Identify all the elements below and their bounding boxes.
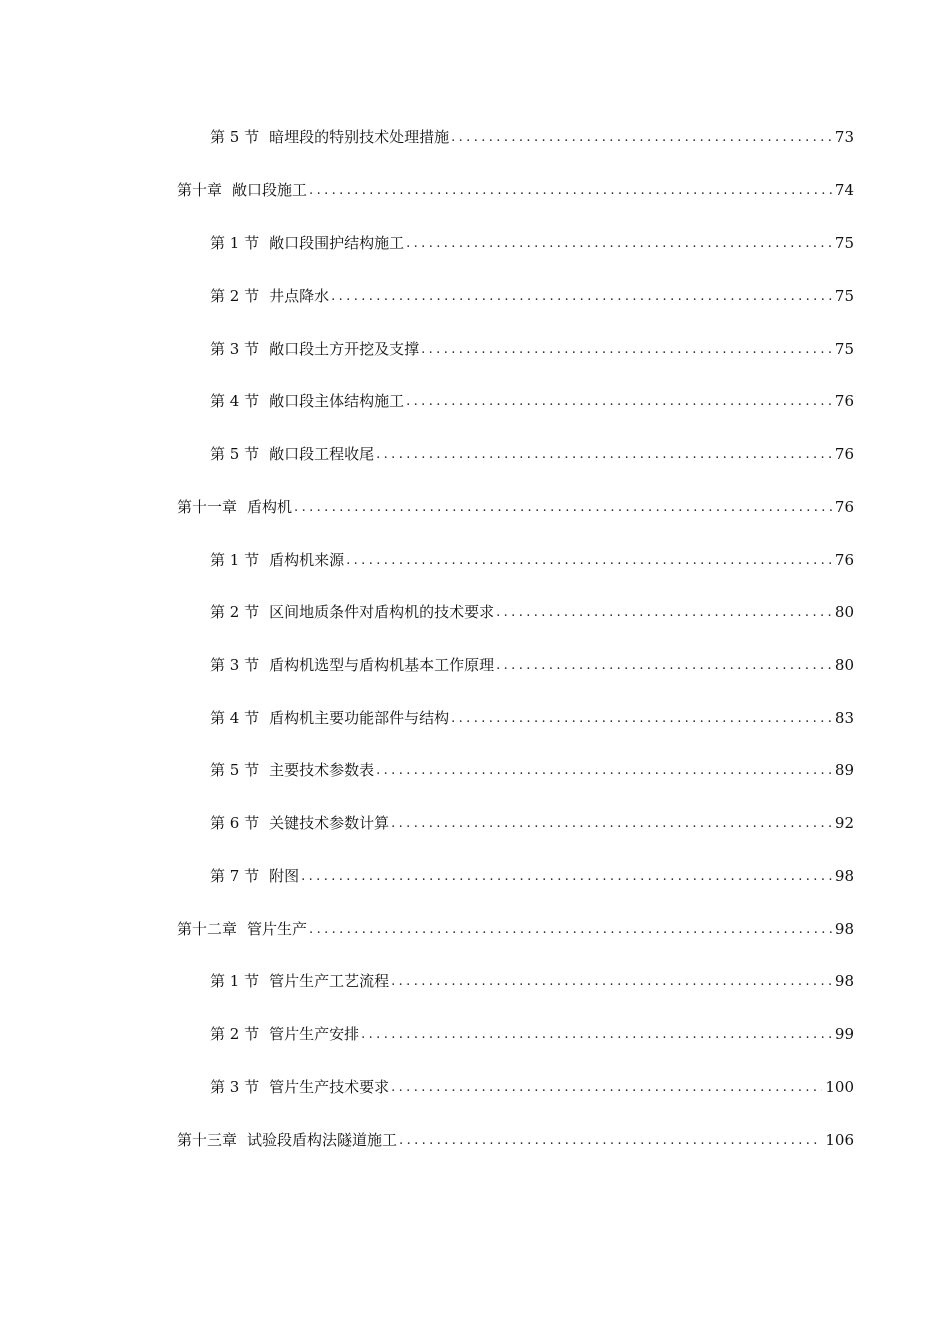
toc-entry-title: 试验段盾构法隧道施工 [247,1131,398,1149]
toc-entry-label [210,390,404,412]
toc-entry-label [210,865,299,887]
toc-entry[interactable] [210,285,854,307]
toc-entry-title: 敞口段围护结构施工 [269,234,405,252]
toc-entry-label [210,126,449,148]
toc-entry-label [177,918,307,940]
toc-entry-label [210,759,374,781]
toc-entry-title: 敞口段主体结构施工 [269,392,405,410]
toc-entry-number: 第 2 节 [210,1025,260,1043]
toc-entry[interactable] [210,970,854,992]
toc-entry-page: 75 [834,287,854,305]
toc-entry[interactable] [210,707,854,729]
toc-entry[interactable] [210,601,854,623]
dot-leader [294,498,832,518]
dot-leader [406,234,832,254]
toc-entry-page: 92 [834,814,854,832]
dot-leader [451,128,832,148]
toc-entry-title: 敞口段施工 [232,181,308,199]
toc-entry-title: 盾构机 [247,498,293,516]
toc-entry-title: 管片生产工艺流程 [269,972,390,990]
dot-leader [496,656,832,676]
toc-entry-title: 盾构机主要功能部件与结构 [269,709,450,727]
toc-entry-title: 暗埋段的特别技术处理措施 [269,128,450,146]
toc-entry[interactable] [210,126,854,148]
toc-entry-page: 98 [834,972,854,990]
toc-entry-number: 第十一章 [177,498,238,516]
toc-entry-label [210,232,404,254]
toc-entry-number: 第 5 节 [210,445,260,463]
toc-entry[interactable] [210,812,854,834]
toc-entry-label [210,601,494,623]
toc-entry-number: 第 4 节 [210,709,260,727]
toc-entry-number: 第 3 节 [210,1078,260,1096]
toc-entry-title: 井点降水 [269,287,330,305]
toc-entry-title: 敞口段工程收尾 [269,445,375,463]
dot-leader [406,392,832,412]
toc-entry-number: 第 1 节 [210,551,260,569]
toc-entry-page: 100 [825,1078,854,1096]
toc-entry-number: 第 5 节 [210,128,260,146]
toc-entry[interactable] [177,179,854,201]
toc-entry-title: 附图 [269,867,300,885]
toc-entry-page: 75 [834,234,854,252]
toc-entry[interactable] [177,1129,854,1151]
toc-entry-label [210,285,329,307]
dot-leader [399,1131,822,1151]
toc-entry-title: 管片生产 [247,920,308,938]
toc-entry[interactable] [210,1023,854,1045]
toc-entry-page: 76 [834,498,854,516]
toc-entry-number: 第 6 节 [210,814,260,832]
toc-entry-page: 80 [834,603,854,621]
toc-entry-title: 盾构机选型与盾构机基本工作原理 [269,656,495,674]
toc-entry-title: 管片生产安排 [269,1025,360,1043]
dot-leader [309,920,832,940]
dot-leader [361,1025,832,1045]
toc-entry-number: 第 1 节 [210,972,260,990]
toc-entry-page: 106 [825,1131,854,1149]
dot-leader [496,603,832,623]
toc-entry[interactable] [210,443,854,465]
toc-entry-page: 80 [834,656,854,674]
toc-entry-title: 敞口段土方开挖及支撑 [269,340,420,358]
toc-entry-page: 99 [834,1025,854,1043]
toc-entry[interactable] [210,759,854,781]
toc-entry-title: 主要技术参数表 [269,761,375,779]
dot-leader [391,1078,822,1098]
toc-entry-number: 第 2 节 [210,603,260,621]
toc-entry-page: 76 [834,392,854,410]
dot-leader [309,181,832,201]
toc-entry-page: 75 [834,340,854,358]
toc-entry-label [210,812,389,834]
toc-entry-page: 74 [834,181,854,199]
toc-entry[interactable] [210,865,854,887]
toc-entry-label [210,443,374,465]
toc-entry-page: 76 [834,445,854,463]
toc-entry[interactable] [177,496,854,518]
toc-entry[interactable] [210,549,854,571]
toc-entry-page: 76 [834,551,854,569]
toc-entry-label [177,1129,397,1151]
toc-entry-label [210,549,344,571]
dot-leader [421,340,832,360]
toc-entry-number: 第 3 节 [210,656,260,674]
dot-leader [331,287,832,307]
dot-leader [391,814,832,834]
toc-entry-label [210,707,449,729]
toc-entry-page: 73 [834,128,854,146]
toc-entry-title: 区间地质条件对盾构机的技术要求 [269,603,495,621]
toc-entry-number: 第十三章 [177,1131,238,1149]
toc-entry-number: 第 2 节 [210,287,260,305]
toc-entry-title: 关键技术参数计算 [269,814,390,832]
toc-entry-label [177,179,307,201]
toc-entry-label [210,970,389,992]
toc-entry-page: 83 [834,709,854,727]
dot-leader [346,551,832,571]
toc-entry[interactable] [210,390,854,412]
toc-entry[interactable] [210,654,854,676]
toc-entry-title: 管片生产技术要求 [269,1078,390,1096]
toc-entry-label [210,1023,359,1045]
toc-entry-number: 第 3 节 [210,340,260,358]
toc-entry-number: 第 4 节 [210,392,260,410]
toc-entry-label [177,496,292,518]
toc-entry-page: 89 [834,761,854,779]
toc-entry-page: 98 [834,920,854,938]
toc-entry[interactable] [210,338,854,360]
toc-entry-label [210,1076,389,1098]
toc-entry-number: 第 7 节 [210,867,260,885]
dot-leader [391,972,832,992]
toc-entry-number: 第十章 [177,181,223,199]
toc-entry[interactable] [210,232,854,254]
toc-entry-number: 第 1 节 [210,234,260,252]
dot-leader [301,867,832,887]
toc-entry-number: 第十二章 [177,920,238,938]
dot-leader [376,445,832,465]
toc-entry-page: 98 [834,867,854,885]
toc-entry[interactable] [177,918,854,940]
toc-entry[interactable] [210,1076,854,1098]
toc-entry-title: 盾构机来源 [269,551,345,569]
toc-entry-label [210,338,419,360]
dot-leader [451,709,832,729]
dot-leader [376,761,832,781]
toc-entry-number: 第 5 节 [210,761,260,779]
toc-entry-label [210,654,494,676]
